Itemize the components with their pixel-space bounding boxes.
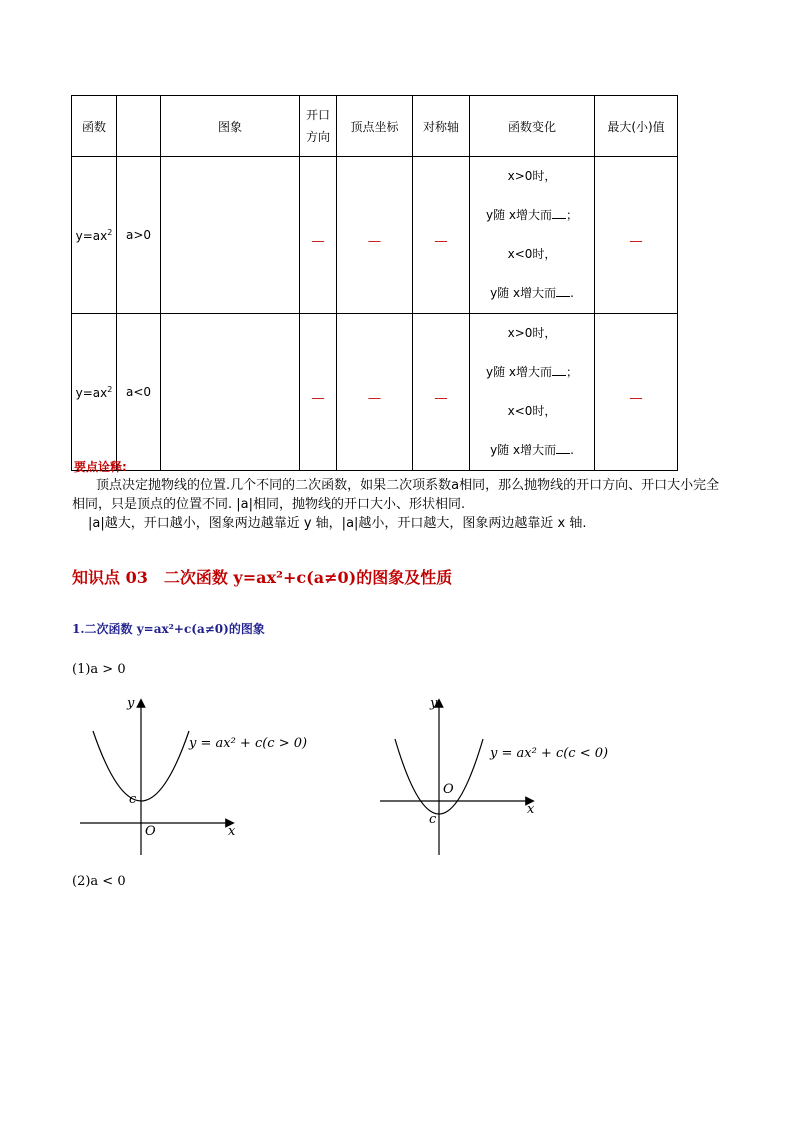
graph-cell [161,314,300,471]
header-opening [300,96,337,157]
axis-blank: __ [413,157,470,314]
vertex-blank: __ [337,157,413,314]
vertex-blank: __ [337,314,413,471]
extreme-blank: __ [595,157,678,314]
case-a-negative: (2)a < 0 [72,874,126,889]
condition-cell: a>0 [117,157,161,314]
table-row [72,314,678,471]
change-line: x<0时， [507,247,557,261]
x-axis-label: x [228,824,236,839]
change-line: y随 x增大而 . [490,286,574,300]
opening-blank: __ [300,314,337,471]
opening-blank: __ [300,157,337,314]
case-a-positive: (1)a > 0 [72,662,126,677]
notes-paragraph-1: 顶点决定抛物线的位置.几个不同的二次函数，如果二次项系数a相同，那么抛物线的开口方向、开口大小完全相同，只是顶点的位置不同. |a|相同，抛物线的开口大小、形状相同. [72,478,720,512]
header-change: 函数变化 [470,96,595,157]
extreme-blank: __ [595,314,678,471]
function-cell: $y=ax^2$ [72,314,117,471]
header-vertex: 顶点坐标 [337,96,413,157]
origin-label: O [443,782,454,797]
graph-c-negative [375,695,615,860]
table-header-row [72,96,678,157]
header-empty [117,96,161,157]
notes-paragraph-2: |a|越大，开口越小，图象两边越靠近 y 轴，|a|越小，开口越大，图象两边越靠近 x 轴. [88,516,587,531]
change-line: y随 x增大而 ； [485,365,579,379]
header-axis: 对称轴 [413,96,470,157]
axis-blank: __ [413,314,470,471]
graph-c-positive [75,695,315,860]
function-cell: $y=ax^2$ [72,157,117,314]
formula-label: y = ax² + c(c < 0) [490,746,609,761]
header-opening-line1: 开口 [305,108,330,122]
y-axis-label: y [430,696,438,711]
c-label: c [429,812,437,827]
change-line: y随 x增大而 . [490,443,574,457]
change-cell [470,157,595,314]
graph-cell [161,157,300,314]
origin-label: O [145,824,156,839]
change-line: x<0时， [507,404,557,418]
notes-title: 要点诠释: [74,460,127,474]
header-extreme: 最大(小)值 [595,96,678,157]
x-axis-label: x [527,802,535,817]
y-axis-label: y [127,696,135,711]
header-function: 函数 [72,96,117,157]
change-line: x>0时， [507,326,557,340]
formula-label: y = ax² + c(c > 0) [189,736,308,751]
change-cell [470,314,595,471]
subsection-title: 1.二次函数 y=ax²+c(a≠0)的图象 [72,622,265,636]
change-line: y随 x增大而 ； [485,208,579,222]
table-row [72,157,678,314]
header-opening-line2: 方向 [305,130,330,144]
header-graph: 图象 [161,96,300,157]
c-label: c [129,792,137,807]
properties-table [71,95,678,471]
change-line: x>0时， [507,169,557,183]
condition-cell: a<0 [117,314,161,471]
section-title: 知识点 03 二次函数 y=ax²+c(a≠0)的图象及性质 [72,568,453,587]
